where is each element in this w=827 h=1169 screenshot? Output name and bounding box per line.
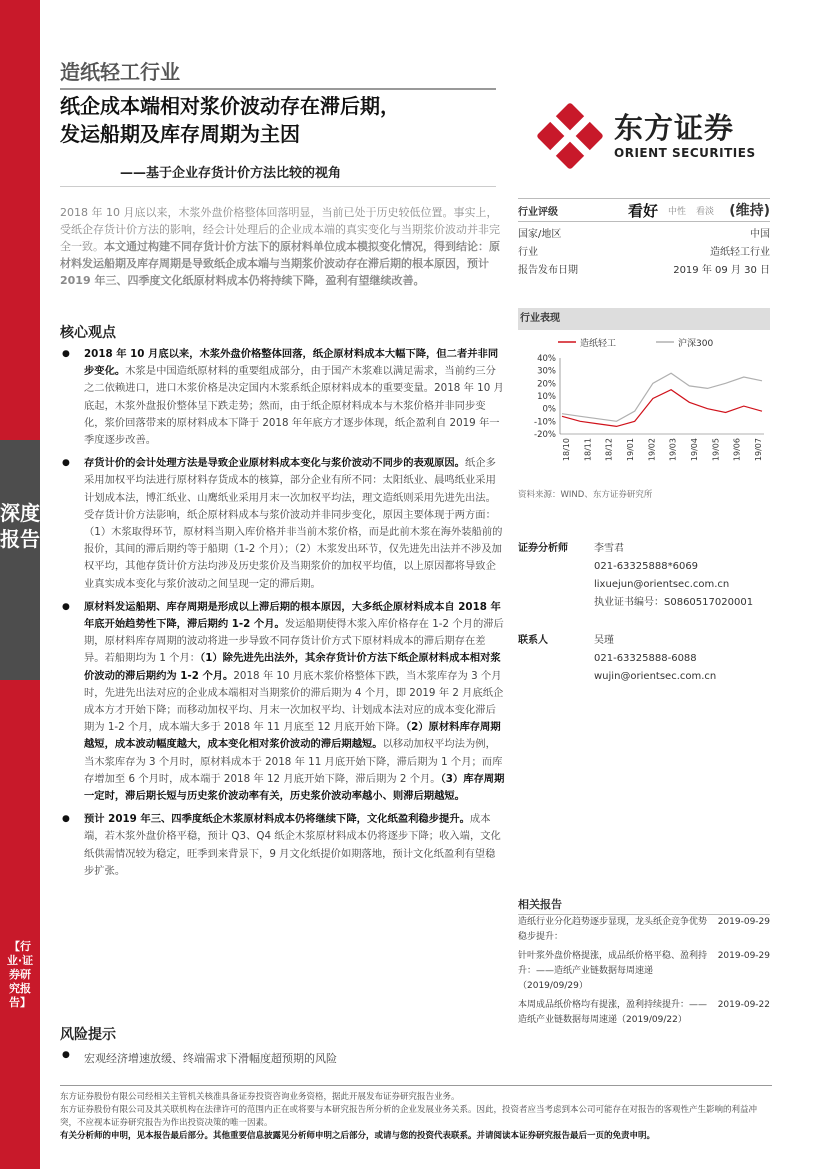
abstract-part-1: 2018 年 10 月底以来，木浆外盘价格整体回落明显，当前已处于历史较低位置。事实上，受纸企存货计价方法的影响，经会计处理后的企业成本端的真实变化与当期浆价波动并非完全一致。 [60, 206, 500, 253]
analyst-email[interactable]: lixuejun@orientsec.com.cn [594, 579, 730, 590]
related-report-title[interactable]: 针叶浆外盘价格提涨，成品纸价格平稳、盈利持升：——造纸产业链数据每周速递（2019/09/29） [518, 951, 708, 991]
info-value: 造纸轻工行业 [710, 247, 770, 258]
risk-text: ● 宏观经济增速放缓、终端需求下滑幅度超预期的风险 [60, 1050, 505, 1066]
analyst-cert: 执业证书编号：S0860517020001 [594, 597, 754, 608]
related-report-item[interactable] [518, 998, 770, 1028]
report-title [60, 92, 400, 148]
abstract-part-2: 本文通过构建不同存货计价方法下的原材料单位成本模拟变化情况，得到结论：原材料发运船期及库存周期是导致纸企成本端与当期浆价波动存在滞后期的根本原因，预计 2019 年三、四季度文化纸原材料成本仍将持续下降，盈利有望继续改善。 [60, 240, 500, 287]
core-bullet-3-text-2: 2018 年 10 月底木浆价格整体下跌，当木浆库存为 3 个月时，先进先出法对应的企业成本端相对当期浆价的滞后期为 4 个月，即 2019 年 2 月底纸企成本方才开始下降；而移动加权平均、月末一次加权平均、计划成本法对应的成本变化滞后期为 1-2 个月，成本端大多于 2018 年 11 月底至 12 月底开始下降。 [84, 669, 504, 734]
y-tick-label: 20% [537, 379, 556, 390]
title-divider [60, 88, 496, 90]
core-bullet-3 [60, 599, 505, 805]
series-line-2 [562, 373, 762, 421]
rating-neutral: 中性 [668, 206, 687, 217]
related-report-date: 2019-09-22 [717, 1000, 770, 1010]
x-tick-label: 19/05 [711, 438, 721, 462]
core-bullet-3-lead: 原材料发运船期、库存周期是形成以上滞后期的根本原因，大多纸企原材料成本自 2018 年年底开始趋势性下降，滞后期约 1-2 个月。 [84, 600, 501, 631]
contact-email[interactable]: wujin@orientsec.com.cn [594, 671, 717, 682]
core-bullet-1-text: 木浆是中国造纸原材料的重要组成部分，由于国产木浆难以满足需求，当前约三分之二依赖进口，进口木浆价格是决定国内木浆系纸企原材料成本的重要变量。2018 年 10 月底起，木浆外盘报价整体呈下跌走势；然而，由于纸企原材料成本与木浆价格并非同步变化，浆价回落带来的原材料成本下降于 2018 年年底方才逐步体现，纸企盈利自 2019 年一季度逐步改善。 [84, 365, 504, 447]
core-bullet-3-point-1: （1）除先进先出法外，其余存货计价方法下纸企原材料成本相对浆价波动的滞后期约为 1-2 个月。 [84, 652, 501, 682]
x-tick-label: 19/04 [690, 438, 699, 462]
logo-name-en: ORIENT SECURITIES [614, 146, 756, 160]
info-key: 报告发布日期 [518, 265, 578, 276]
related-report-title[interactable]: 本周成品纸价格均有提涨，盈利持续提升：——造纸产业链数据每周速递（2019/09/22） [518, 1000, 708, 1025]
y-tick-label: 10% [537, 392, 556, 402]
contact-email-row [518, 668, 770, 686]
y-tick-label: 30% [537, 366, 556, 377]
chart-source: 资料来源：WIND、东方证券研究所 [518, 490, 653, 500]
footer-line-2: 东方证券股份有限公司及其关联机构在法律许可的范围内正在或将要与本研究报告所分析的企业发展业务关系。因此，投资者应当考虑到本公司可能存在对报告的客观性产生影响的利益冲突，不应视本证券研究报告为作出投资决策的唯一因素。 [60, 1105, 758, 1128]
info-value: 2019 年 09 月 30 日 [673, 265, 770, 276]
info-key: 国家/地区 [518, 229, 562, 240]
contact-name-row [518, 632, 770, 650]
core-bullet-4-text: 成本端，若木浆外盘价格平稳，预计 Q3、Q4 纸企木浆原材料成本仍将逐步下降；收入端，文化纸供需情况较为稳定，旺季到来背景下，9 月文化纸提价如期落地，预计文化纸盈利有望稳步扩张。 [84, 813, 501, 877]
contact-phone-row [518, 650, 770, 668]
info-row [518, 226, 770, 244]
rating-value: 看好 [628, 201, 659, 220]
core-bullet-1-lead: 2018 年 10 月底以来，木浆外盘价格整体回落，纸企原材料成本大幅下降，但二者并非同步变化。 [84, 348, 499, 378]
analyst-phone: 021-63325888*6069 [594, 561, 699, 572]
core-bullet-2 [60, 455, 505, 593]
analyst-name: 李雪君 [594, 543, 624, 554]
related-reports-heading: 相关报告 [518, 896, 770, 915]
footer-line-1: 东方证券股份有限公司经相关主管机关核准具备证券投资咨询业务资格，据此开展发布证券研究报告业务。 [60, 1092, 460, 1102]
title-line-1: 纸企成本端相对浆价波动存在滞后期， [60, 94, 400, 118]
y-tick-label: 40% [537, 354, 556, 364]
related-report-item[interactable] [518, 915, 770, 945]
x-tick-label: 19/02 [647, 438, 657, 462]
rating-bearish: 看淡 [696, 206, 715, 217]
legend-label-1: 造纸轻工 [580, 339, 617, 349]
core-bullet-1 [60, 346, 505, 449]
related-report-date: 2019-09-29 [717, 917, 770, 927]
core-bullet-2-text: 纸企多采用加权平均法进行原材料存货成本的核算，部分企业有所不同：太阳纸业、晨鸣纸业采用计划成本法，博汇纸业、山鹰纸业采用月末一次加权平均法，理文造纸则采用先进先出法。受存货计价方法影响，纸企原材料成本与浆价波动并非同步变化，原因主要体现于两方面：（1）木浆取得环节，原材料当期入库价格并非当前木浆价格，而是此前木浆在海外装船前的报价，其间的滞后期约等于船期（1-2 个月）；（2）木浆发出环节，仅先进先出法并不涉及加权平均，其他存货计价方法均涉及历史浆价及当期浆价的加权平均值，以上原因都将导致企业真实成本变化与浆价波动之间呈现一定的滞后期。 [84, 457, 503, 590]
contact-block [518, 632, 770, 686]
x-tick-label: 18/11 [583, 438, 593, 462]
analyst-phone-row [518, 558, 770, 576]
x-tick-label: 19/03 [668, 438, 678, 462]
industry-name: 造纸轻工行业 [60, 60, 180, 84]
rating-row [518, 198, 770, 222]
performance-heading: 行业表现 [518, 308, 770, 330]
legend-label-2: 沪深300 [678, 339, 714, 349]
info-row [518, 262, 770, 280]
info-table [518, 226, 770, 280]
core-bullet-3-point-3: （3）库存周期一定时，滞后期长短与历史浆价波动率有关，历史浆价波动率越小、则滞后期越短。 [84, 772, 505, 803]
rating-maintain: (维持) [729, 203, 770, 219]
y-tick-label: -10% [534, 417, 556, 428]
core-bullet-3-point-2: （2）原材料库存周期越短，成本波动幅度越大，成本变化相对浆价波动的滞后期越短。 [84, 721, 501, 751]
info-key: 行业 [518, 247, 538, 258]
core-bullet-4 [60, 811, 505, 880]
x-tick-label: 19/07 [754, 438, 763, 462]
analyst-block [518, 540, 770, 612]
analyst-name-row [518, 540, 770, 558]
core-bullet-3-text-1: 发运船期使得木浆入库价格存在 1-2 个月的滞后期，原材料库存周期的波动将进一步导致不同存货计价方式下原材料成本的滞后期存在差异。若船期均为 1 个月： [84, 618, 504, 665]
related-report-date: 2019-09-29 [717, 951, 770, 961]
contact-name: 吴瑾 [594, 635, 614, 646]
title-line-2: 发运船期及库存周期为主因 [60, 122, 300, 146]
analyst-cert-row [518, 594, 770, 612]
contact-label: 联系人 [518, 635, 548, 646]
series-line-1 [562, 390, 762, 427]
footer-line-3: 有关分析师的申明，见本报告最后部分。其他重要信息披露见分析师申明之后部分，或请与您的投资代表联系。并请阅读本证券研究报告最后一页的免责申明。 [60, 1131, 656, 1141]
info-value: 中国 [750, 229, 770, 240]
core-bullet-2-lead: 存货计价的会计处理方法是导致企业原材料成本变化与浆价波动不同步的表观原因。 [84, 457, 465, 470]
report-category-tag: 【行业·证券研究报告】 [6, 940, 34, 1009]
disclaimer-footer [60, 1091, 772, 1143]
info-row [518, 244, 770, 262]
logo-name-cn: 东方证券 [614, 111, 735, 145]
report-type-label: 深度报告 [0, 440, 40, 680]
y-tick-label: 0% [542, 404, 556, 415]
abstract [60, 204, 500, 289]
risk-heading: 风险提示 [60, 1027, 116, 1043]
core-views-heading: 核心观点 [60, 325, 116, 341]
report-subtitle: ——基于企业存货计价方法比较的视角 [120, 166, 342, 181]
core-views-list [60, 346, 505, 886]
x-tick-label: 18/12 [604, 438, 614, 462]
x-tick-label: 18/10 [562, 438, 571, 462]
x-tick-label: 19/01 [626, 438, 635, 462]
analyst-email-row [518, 576, 770, 594]
rating-label: 行业评级 [518, 206, 558, 218]
core-bullet-3-text-3: 以移动加权平均法为例，当木浆库存为 3 个月时，原材料成本于 2018 年 11 月底开始下降，滞后期为 1 个月；而库存增加至 6 个月时，成本端于 2018 年 12 月底开始下降，滞后期为 2 个月。 [84, 738, 503, 785]
analyst-label: 证券分析师 [518, 543, 568, 554]
y-tick-label: -20% [534, 430, 556, 440]
related-reports-list [518, 915, 770, 1032]
related-report-item[interactable] [518, 949, 770, 994]
related-report-title[interactable]: 造纸行业分化趋势逐步显现，龙头纸企竞争优势稳步提升： [518, 917, 708, 942]
x-tick-label: 19/06 [732, 438, 742, 462]
core-bullet-4-lead: 预计 2019 年三、四季度纸企木浆原材料成本仍将继续下降，文化纸盈利稳步提升。 [84, 813, 470, 826]
industry-performance-chart [518, 334, 770, 474]
subtitle-divider [60, 186, 496, 187]
footer-divider [60, 1085, 772, 1086]
contact-phone: 021-63325888-6088 [594, 653, 697, 664]
